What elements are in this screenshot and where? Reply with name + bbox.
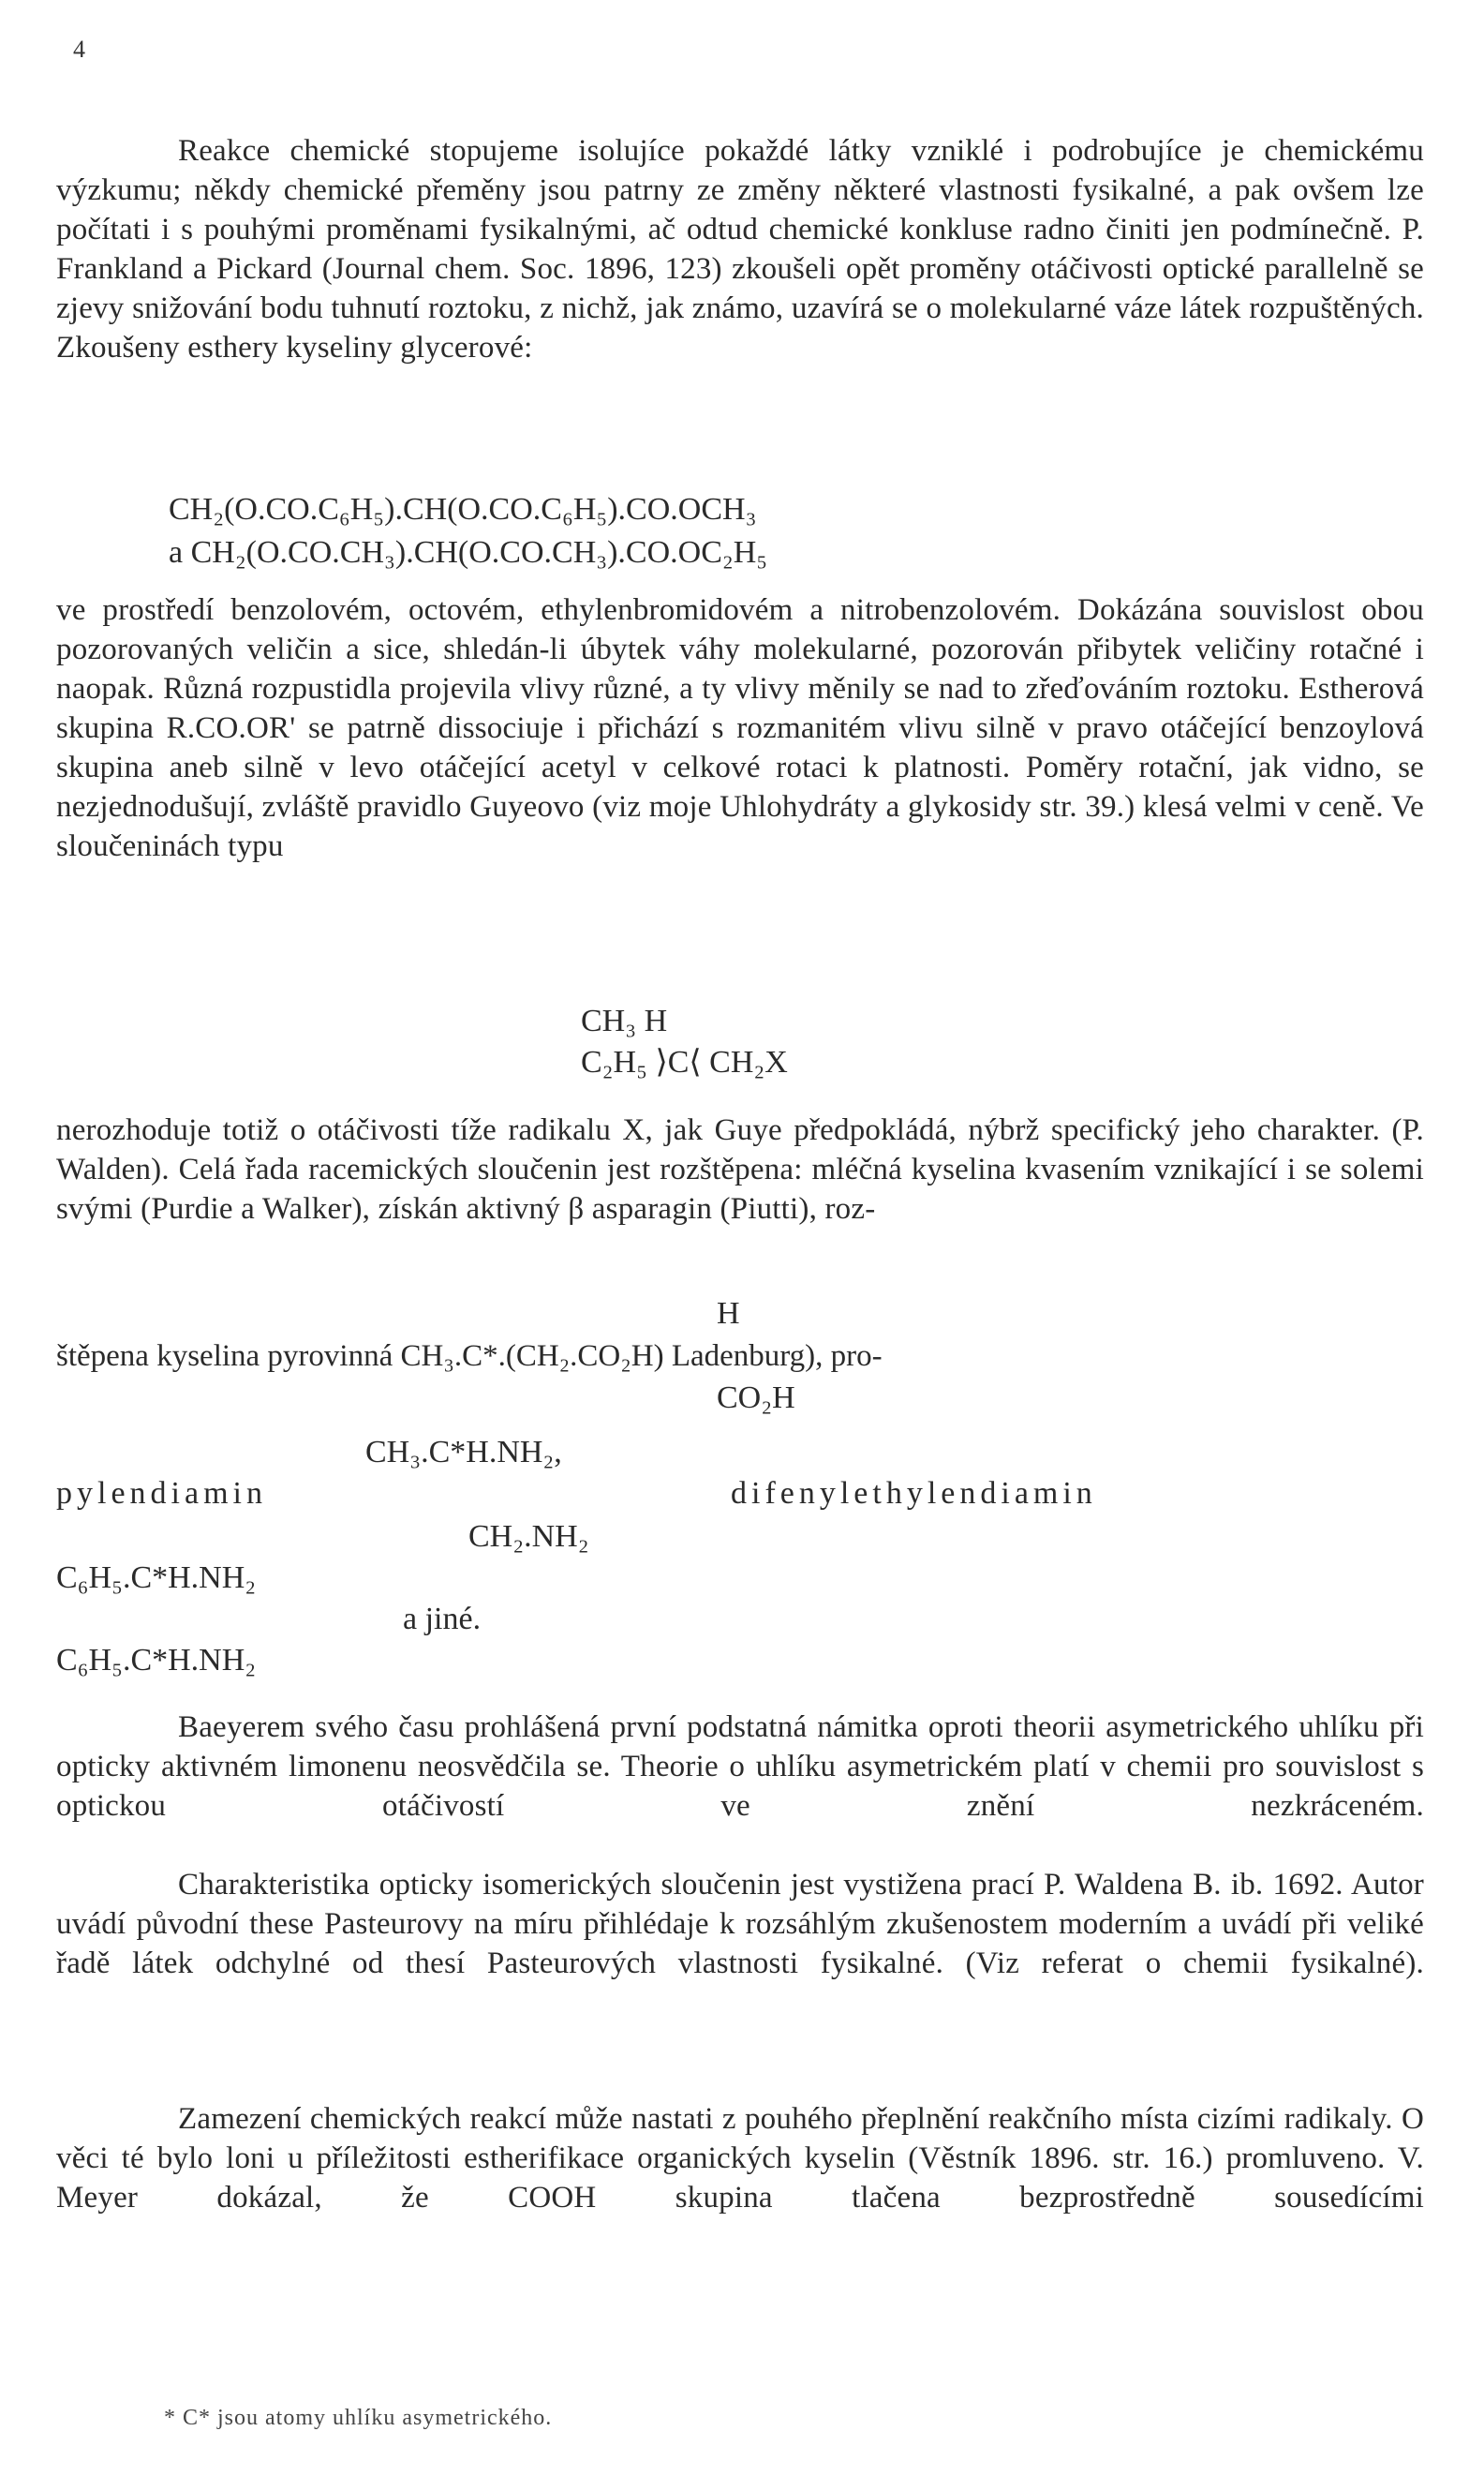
paragraph-6: Zamezení chemických reakcí může nastati z pouhého přeplnění reakčního místa cizími radikaly. O věci té bylo loni u příležitosti estherifikace organických kyselin (Věstník 1896. str. 16.) promluveno. V. Meyer dokázal, že COOH skupina tlačena bezprostředně sousedícími	[56, 2102, 1424, 2215]
paragraph-baeyer	[56, 1708, 1424, 1826]
formula-pyrovinna-h: H	[717, 1296, 740, 1331]
formula-phenyl-amine-2: C₆H₅.C*H.NH₂	[56, 1643, 257, 1678]
formula-pyrovinna-co2h: CO₂H	[717, 1380, 795, 1415]
formula-glycerate-benzoyl: CH₂(O.CO.C₆H₅).CH(O.CO.C₆H₅).CO.OCH₃	[169, 492, 757, 527]
formula-type-bottom: C₂H₅ ⟩C⟨ CH₂X	[581, 1045, 788, 1080]
paragraph-3: nerozhoduje totiž o otáčivosti tíže radikalu X, jak Guye předpokládá, nýbrž specifický jeho charakter. (P. Walden). Celá řada racemických sloučenin jest rozštěpena: mléčná kyselina kvasením vznikající i se solemi svými (Purdie a Walker), získán aktivný β asparagin (Piutti), roz-	[56, 1113, 1424, 1226]
formula-phenyl-amine-1: C₆H₅.C*H.NH₂	[56, 1560, 257, 1595]
paragraph-5: Charakteristika opticky isomerických sloučenin jest vystižena prací P. Waldena B. ib. 1692. Autor uvádí původní these Pasteurovy na míru přihlédaje k rozsáhlým zkušenostem moderním a uvádí při veliké řadě látek odchylné od thesí Pasteurových vlastnosti fysikalné. (Viz referat o chemii fysikalné).	[56, 1868, 1424, 1980]
paragraph-2: ve prostředí benzolovém, octovém, ethylenbromidovém a nitrobenzolovém. Dokázána souvislost obou pozorovaných veličin a sice, shledán-li úbytek váhy molekularné, pozorován přibytek veličiny rotačné i naopak. Různá rozpustidla projevila vlivy různé, a ty vlivy měnily se nad to zřeďováním roztoku. Estherová skupina R.CO.OR' se patrně dissociuje i přichází s rozmanitém vlivu silně v pravo otáčející benzoylová skupina aneb silně v levo otáčející acetyl v celkové rotaci k platnosti. Poměry rotační, jak vidno, se nezjednodušují, zvláště pravidlo Guyeovo (viz moje Uhlohydráty a glykosidy str. 39.) klesá velmi v ceně. Ve sloučeninách typu	[56, 593, 1424, 863]
formula-ch2nh2: CH₂.NH₂	[468, 1519, 589, 1554]
paragraph-radical	[56, 1111, 1424, 1229]
paragraph-1: Reakce chemické stopujeme isolujíce pokaždé látky vzniklé i podrobujíce je chemickému výzkumu; někdy chemické přeměny jsou patrny ze změny některé vlastnosti fysikalné, a pak ovšem lze počítati i s pouhými proměnami fysikalnými, ač odtud chemické konkluse radno činiti jen podmínečně. P. Frankland a Pickard (Journal chem. Soc. 1896, 123) zkoušeli opět proměny otáčivosti optické parallelně se zjevy snižování bodu tuhnutí roztoku, z nichž, jak známo, uzavírá se o molekularné váze látek rozpuštěných. Zkoušeny esthery kyseliny glycerové:	[56, 134, 1424, 365]
formula-pyrovinna-line: štěpena kyselina pyrovinná CH₃.C*.(CH₂.CO₂H) Ladenburg), pro-	[56, 1339, 883, 1373]
footnote: * C* jsou atomy uhlíku asymetrického.	[164, 2406, 553, 2430]
formula-tail-a-jine: a jiné.	[403, 1602, 482, 1636]
formula-propylendiamin: CH₃.C*H.NH₂,	[365, 1435, 562, 1469]
paragraph-intro	[56, 131, 1424, 367]
paragraph-walden	[56, 1865, 1424, 1983]
formula-glycerate-acetyl: a CH₂(O.CO.CH₃).CH(O.CO.CH₃).CO.OC₂H₅	[169, 535, 768, 570]
formula-type-top: CH₃ H	[581, 1004, 668, 1038]
paragraph-solvents	[56, 590, 1424, 866]
page-number: 4	[73, 36, 85, 63]
paragraph-meyer	[56, 2099, 1424, 2217]
label-difenylethylendiamin: difenylethylendiamin	[731, 1476, 1097, 1511]
label-pylendiamin: pylendiamin	[56, 1476, 267, 1511]
paragraph-4: Baeyerem svého času prohlášená první podstatná námitka oproti theorii asymetrického uhlíku při opticky aktivném limonenu neosvědčila se. Theorie o uhlíku asymetrickém platí v chemii pro souvislost s optickou otáčivostí ve znění nezkráceném.	[56, 1710, 1424, 1823]
